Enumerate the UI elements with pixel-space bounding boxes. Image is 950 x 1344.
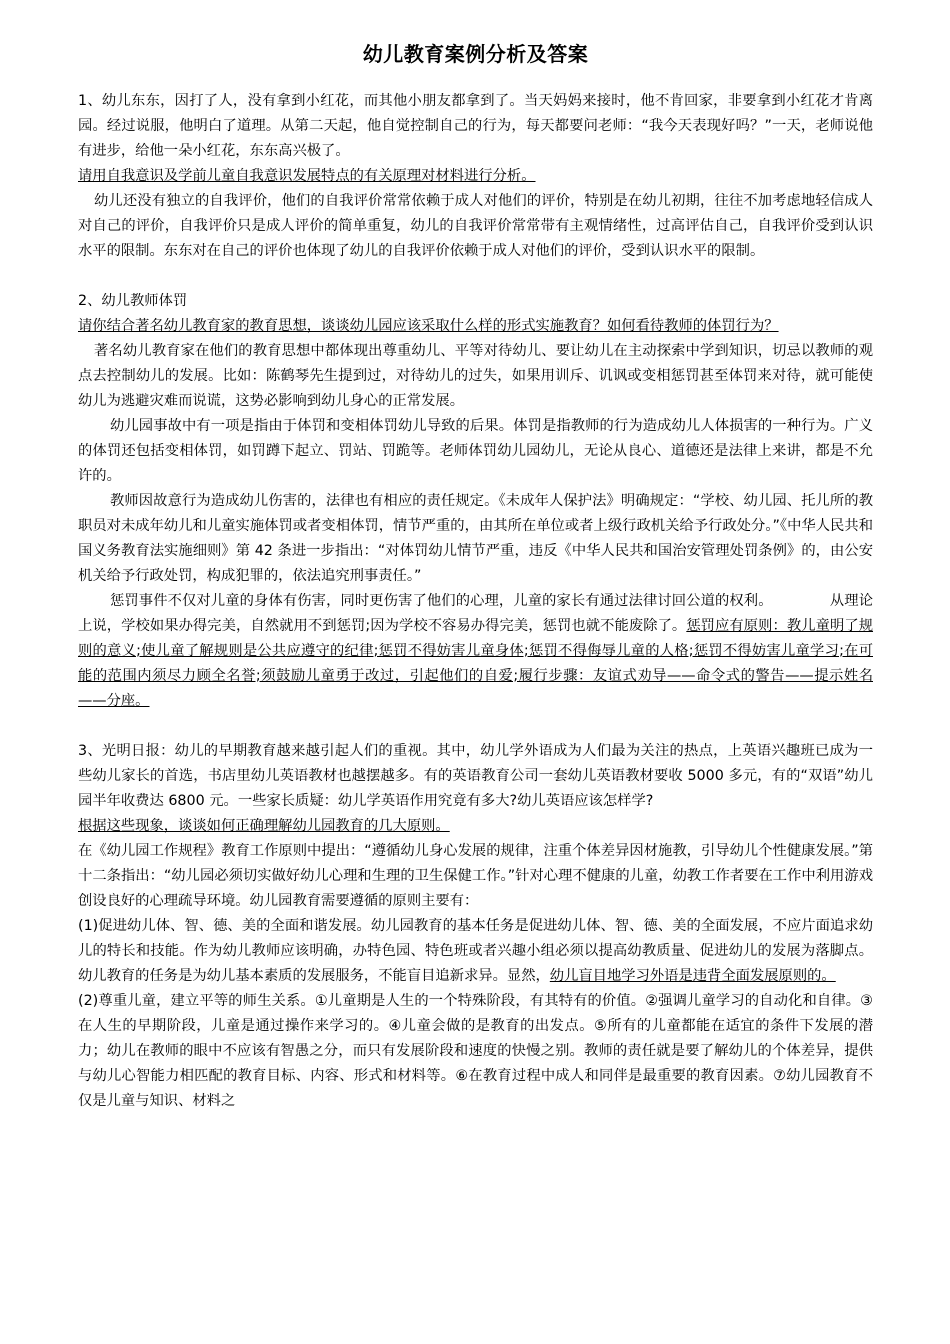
case2-principles: 惩罚应有原则：教儿童明了规则的意义;使儿童了解规则是公共应遵守的纪律;惩罚不得妨害儿童身体;惩罚不得侮辱儿童的人格;惩罚不得妨害儿童学习;在可能的范围内须尽力顾全名誉;须鼓励儿童勇于改过，引起他们的自爱;履行步骤：友谊式劝导——命令式的警告——提示姓名——分座。 (78, 618, 874, 709)
case3-question: 根据这些现象，谈谈如何正确理解幼儿园教育的几大原则。 (78, 818, 450, 834)
case3-paragraph-3: (2)尊重儿童，建立平等的师生关系。①儿童期是人生的一个特殊阶段，有其特有的价值。②强调儿童学习的自动化和自律。③在人生的早期阶段，儿童是通过操作来学习的。④儿童会做的是教育的出发点。⑤所有的儿童都能在适宜的条件下发展的潜力；幼儿在教师的眼中不应该有智愚之分，而只有发展阶段和速度的快慢之别。教师的责任就是要了解幼儿的个体差异，提供与幼儿心智能力相匹配的教育目标、内容、形式和材料等。⑥在教育过程中成人和同伴是最重要的教育因素。⑦幼儿园教育不仅是儿童与知识、材料之 (78, 993, 873, 1109)
case2-question: 请你结合著名幼儿教育家的教育思想，谈谈幼儿园应该采取什么样的形式实施教育？如何看待教师的体罚行为？ (78, 318, 779, 334)
case2-paragraph-4b: 从理论上说，学校如果办得完美，自然就用不到惩罚;因为学校不容易办得完美，惩罚也就不能废除了。 (78, 593, 874, 634)
case2-paragraph-1: 著名幼儿教育家在他们的教育思想中都体现出尊重幼儿、平等对待幼儿、要让幼儿在主动探索中学到知识，切忌以教师的观点去控制幼儿的发展。比如：陈鹤琴先生提到过，对待幼儿的过失，如果用训斥、讥讽或变相惩罚甚至体罚来对待，就可能使幼儿为逃避灾难而说谎，这势必影响到幼儿身心的正常发展。 (78, 343, 873, 409)
case2-paragraph-3: 教师因故意行为造成幼儿伤害的，法律也有相应的责任规定。《未成年人保护法》明确规定：“学校、幼儿园、托儿所的教职员对未成年幼儿和儿童实施体罚或者变相体罚，情节严重的，由其所在单位或者上级行政机关给予行政处分。”《中华人民共和国义务教育法实施细则》第 42 条进一步指出：“对体罚幼儿情节严重，违反《中华人民共和国治安管理处罚条例》的，由公安机关给予行政处罚，构成犯罪的，依法追究刑事责任。” (78, 493, 873, 584)
case2-paragraph-4a: 惩罚事件不仅对儿童的身体有伤害，同时更伤害了他们的心理，儿童的家长有通过法律讨回公道的权利。 (110, 593, 773, 609)
case2-paragraph-2: 幼儿园事故中有一项是指由于体罚和变相体罚幼儿导致的后果。体罚是指教师的行为造成幼儿人体损害的一种行为。广义的体罚还包括变相体罚，如罚蹲下起立、罚站、罚跪等。老师体罚幼儿园幼儿，无论从良心、道德还是法律上来讲，都是不允许的。 (78, 418, 873, 484)
case1-text: 1、幼儿东东，因打了人，没有拿到小红花，而其他小朋友都拿到了。当天妈妈来接时，他不肯回家，非要拿到小红花才肯离园。经过说服，他明白了道理。从第二天起，他自觉控制自己的行为，每天都要问老师：“我今天表现好吗？”一天，老师说他有进步，给他一朵小红花，东东高兴极了。 (78, 93, 873, 159)
case3-text: 3、光明日报：幼儿的早期教育越来越引起人们的重视。其中，幼儿学外语成为人们最为关注的热点，上英语兴趣班已成为一些幼儿家长的首选，书店里幼儿英语教材也越摆越多。有的英语教育公司一套幼儿英语教材要收 5000 多元，有的“双语”幼儿园半年收费达 6800 元。一些家长质疑：幼儿学英语作用究竟有多大?幼儿英语应该怎样学? (78, 743, 873, 809)
case1-answer: 幼儿还没有独立的自我评价，他们的自我评价常常依赖于成人对他们的评价，特别是在幼儿初期，往往不加考虑地轻信成人对自己的评价，自我评价只是成人评价的简单重复，幼儿的自我评价常常带有主观情绪性，过高评估自己，自我评价受到认识水平的限制。东东对在自己的评价也体现了幼儿的自我评价依赖于成人对他们的评价，受到认识水平的限制。 (78, 193, 873, 259)
case2-paragraph-4 (78, 589, 873, 714)
case1-question: 请用自我意识及学前儿童自我意识发展特点的有关原理对材料进行分析。 (78, 168, 536, 184)
case2-heading: 2、幼儿教师体罚 (78, 293, 188, 309)
page-title: 幼儿教育案例分析及答案 (362, 42, 589, 66)
document-page (78, 38, 873, 1114)
case3-paragraph-2-underlined: 幼儿盲目地学习外语是违背全面发展原则的。 (549, 968, 836, 984)
case3-paragraph-1: 在《幼儿园工作规程》教育工作原则中提出：“遵循幼儿身心发展的规律，注重个体差异因材施教，引导幼儿个性健康发展。”第十二条指出：“幼儿园必须切实做好幼儿心理和生理的卫生保健工作。”针对心理不健康的儿童，幼教工作者要在工作中利用游戏创设良好的心理疏导环境。幼儿园教育需要遵循的原则主要有： (78, 843, 873, 909)
case3-paragraph-2-text: (1)促进幼儿体、智、德、美的全面和谐发展。幼儿园教育的基本任务是促进幼儿体、智、德、美的全面发展，不应片面追求幼儿的特长和技能。作为幼儿教师应该明确，办特色园、特色班或者兴趣小组必须以提高幼教质量、促进幼儿的发展为落脚点。幼儿教育的任务是为幼儿基本素质的发展服务，不能盲目追新求异。显然， (78, 918, 873, 984)
case3-paragraph-2 (78, 914, 873, 989)
